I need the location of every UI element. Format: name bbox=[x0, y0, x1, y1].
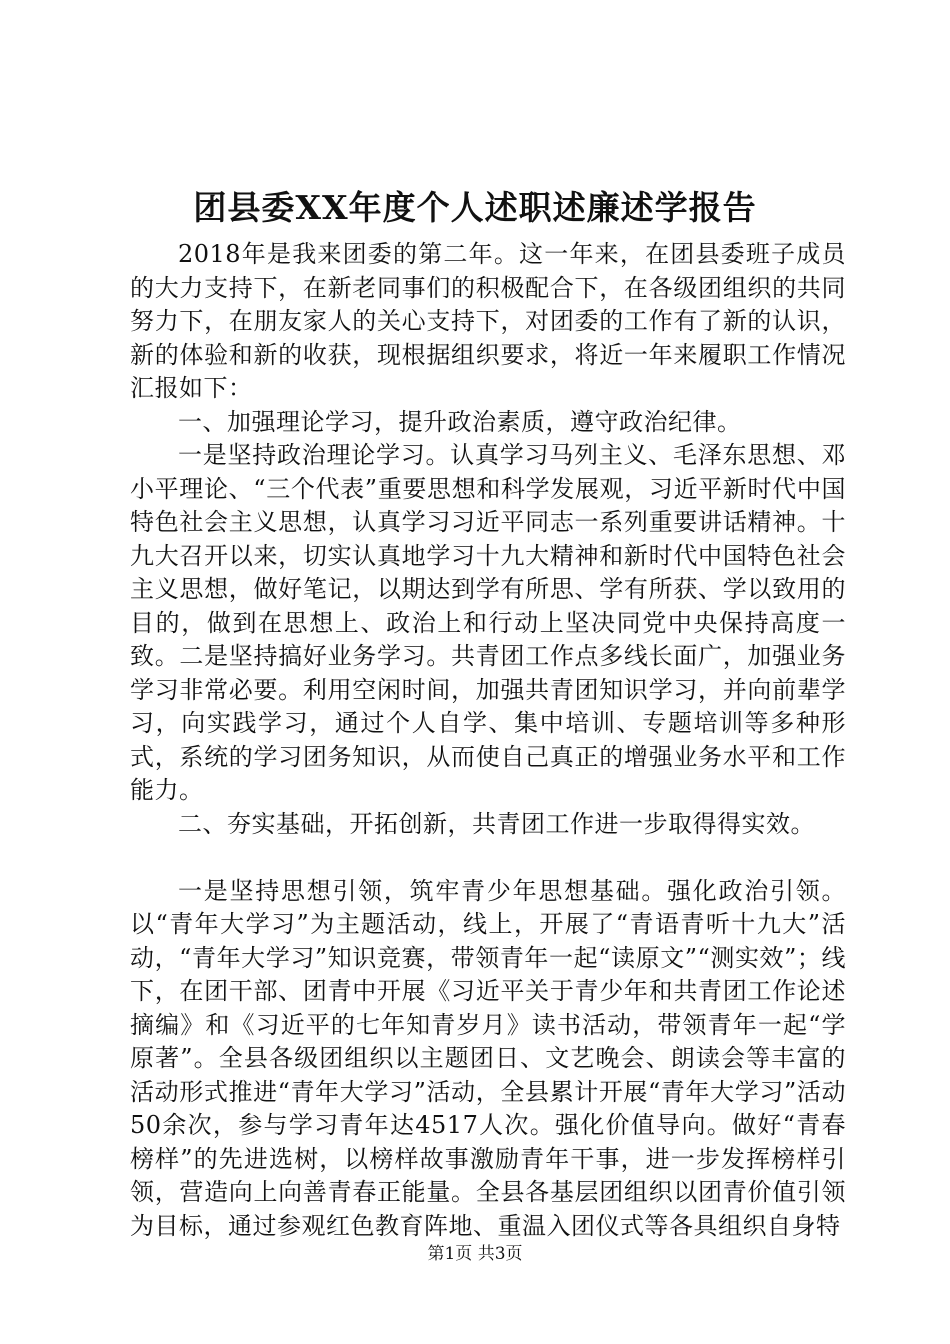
document-body bbox=[130, 238, 846, 1243]
paragraph-intro: 2018年是我来团委的第二年。这一年来，在团县委班子成员的大力支持下，在新老同事们的积极配合下，在各级团组织的共同努力下，在朋友家人的关心支持下，对团委的工作有了新的认识，新的体验和新的收获，现根据组织要求，将近一年来履职工作情况汇报如下： bbox=[130, 240, 846, 402]
paragraph-ideological-guidance: 一是坚持思想引领，筑牢青少年思想基础。强化政治引领。以“青年大学习”为主题活动，线上，开展了“青语青听十九大”活动，“青年大学习”知识竞赛，带领青年一起“读原文”“测实效”；线下，在团干部、团青中开展《习近平关于青少年和共青团工作论述摘编》和《习近平的七年知青岁月》读书活动，带领青年一起“学原著”。全县各级团组织以主题团日、文艺晚会、朗读会等丰富的活动形式推进“青年大学习”活动，全县累计开展“青年大学习”活动50余次，参与学习青年达4517人次。强化价值导向。做好“青春榜样”的先进选树，以榜样故事激励青年干事，进一步发挥榜样引领，营造向上向善青春正能量。全县各基层团组织以团青价值引领为目标，通过参观红色教育阵地、重温入团仪式等各具组织自身特 bbox=[130, 876, 846, 1240]
paragraph-theory-study: 一是坚持政治理论学习。认真学习马列主义、毛泽东思想、邓小平理论、“三个代表”重要思想和科学发展观，习近平新时代中国特色社会主义思想，认真学习习近平同志一系列重要讲话精神。十九大召开以来，切实认真地学习十九大精神和新时代中国特色社会主义思想，做好笔记，以期达到学有所思、学有所获、学以致用的目的，做到在思想上、政治上和行动上坚决同党中央保持高度一致。二是坚持搞好业务学习。共青团工作点多线长面广，加强业务学习非常必要。利用空闲时间，加强共青团知识学习，并向前辈学习，向实践学习，通过个人自学、集中培训、专题培训等多种形式，系统的学习团务知识，从而使自己真正的增强业务水平和工作能力。 bbox=[130, 441, 846, 804]
section-heading-2: 二、夯实基础，开拓创新，共青团工作进一步取得得实效。 bbox=[178, 809, 815, 838]
page-footer: 第1页 共3页 bbox=[427, 1244, 523, 1264]
section-heading-1: 一、加强理论学习，提升政治素质，遵守政治纪律。 bbox=[178, 407, 742, 436]
document-title: 团县委XX年度个人述职述廉述学报告 bbox=[193, 188, 757, 227]
